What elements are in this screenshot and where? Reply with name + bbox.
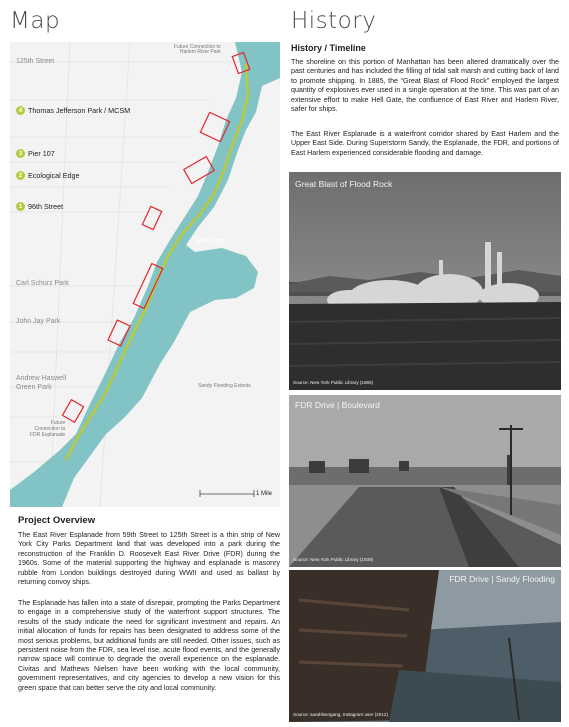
photo-sandy-flooding: [289, 570, 561, 722]
label-andrew-haswell: Andrew Haswell Green Park: [16, 375, 67, 391]
photo-source: Source: New York Public Library (1939): [293, 557, 374, 562]
photo-flood-rock: [289, 172, 561, 390]
overview-paragraph-2: The Esplanade has fallen into a state of disrepair, prompting the Parks Department to engage in a comprehensive study of the waterfront support structures. The results of the study indicate the need for significant investment and repairs. An initial allocation of funds for repairs has been designated to address some of the most serious problems, but additional funds are still needed. Other issues, such as persistent noise from the FDR, sea level rise, acute flood events, and the generally narrow space will continue to degrade the overall experience on the esplanade. Civitas and Mathews Nielsen have been working with the local community, government representatives, and city agencies to develop a new vision for this green space that can better serve the city and local community.: [18, 599, 280, 692]
marker-1: [16, 202, 63, 211]
photo-caption: FDR Drive | Boulevard: [295, 400, 380, 410]
label-john-jay: John Jay Park: [16, 318, 61, 325]
randalls-island: [250, 104, 280, 242]
photo-sandy-flooding-image: [289, 570, 561, 722]
marker-label: Pier 107: [28, 149, 55, 158]
history-paragraph-2: The East River Esplanade is a waterfront corridor shared by East Harlem and the Upper East Side. During Superstorm Sandy, the Esplanade, the FDR, and portions of East Harlem experienced considerable flooding and damage.: [291, 130, 559, 157]
label-carl-schurz: Carl Schurz Park: [16, 280, 69, 287]
overview-title: Project Overview: [18, 515, 96, 526]
label-125th-street: 125th Street: [16, 58, 55, 65]
marker-number: 4: [16, 106, 25, 115]
marker-number: 2: [16, 171, 25, 180]
photo-fdr-boulevard-image: [289, 395, 561, 567]
label-scale: 1 Mile: [256, 491, 273, 497]
marker-4: [16, 106, 130, 115]
photo-fdr-boulevard: [289, 395, 561, 567]
timeline-subtitle: History / Timeline: [291, 43, 366, 53]
site-map: [10, 42, 280, 507]
label-future-fdr: Future Connection to FDR Esplanade: [30, 420, 66, 438]
label-sandy-flooding: Sandy Flooding Extents: [198, 383, 251, 389]
label-future-harlem: Future Connection to Harlem River Park: [174, 44, 221, 55]
photo-caption: Great Blast of Flood Rock: [295, 179, 393, 189]
history-paragraph-1: The shoreline on this portion of Manhattan has been altered dramatically over the past centuries and has included the filling of tidal salt marsh and cutting back of land to promote shipping. In 1885, the “Great Blast of Flood Rock” employed the largest quantity of explosives ever used in a single operation at the time. This was part of an extensive effort to make Hell Gate, the confluence of East River and Harlem River, safer for ships.: [291, 58, 559, 114]
label-hell-gate: Hell Gate: [196, 238, 226, 245]
photo-source: Source: sarahlsengang, Instagram user (2012): [293, 712, 388, 717]
history-heading: History: [291, 8, 377, 34]
photo-flood-rock-image: [289, 172, 561, 390]
overview-paragraph-1: The East River Esplanade from 59th Street to 125th Street is a thin strip of New York City Parks Department land that was developed into a park during the reconstruction of the Franklin D. Roosevelt East River Drive (FDR) during the 1960s. Some of the material supporting the highway and esplanade is masonry rubble from London buildings destroyed during WWII and used as ballast by returning convoy ships.: [18, 531, 280, 587]
marker-2: [16, 171, 80, 180]
photo-source: Source: New York Public Library (1885): [293, 380, 374, 385]
marker-label: 96th Street: [28, 202, 64, 211]
marker-number: 1: [16, 202, 25, 211]
photo-caption: FDR Drive | Sandy Flooding: [449, 574, 555, 584]
marker-number: 3: [16, 149, 25, 158]
marker-3: [16, 149, 55, 158]
map-heading: Map: [10, 8, 61, 34]
marker-label: Ecological Edge: [28, 171, 80, 180]
marker-label: Thomas Jefferson Park / MCSM: [28, 106, 131, 115]
